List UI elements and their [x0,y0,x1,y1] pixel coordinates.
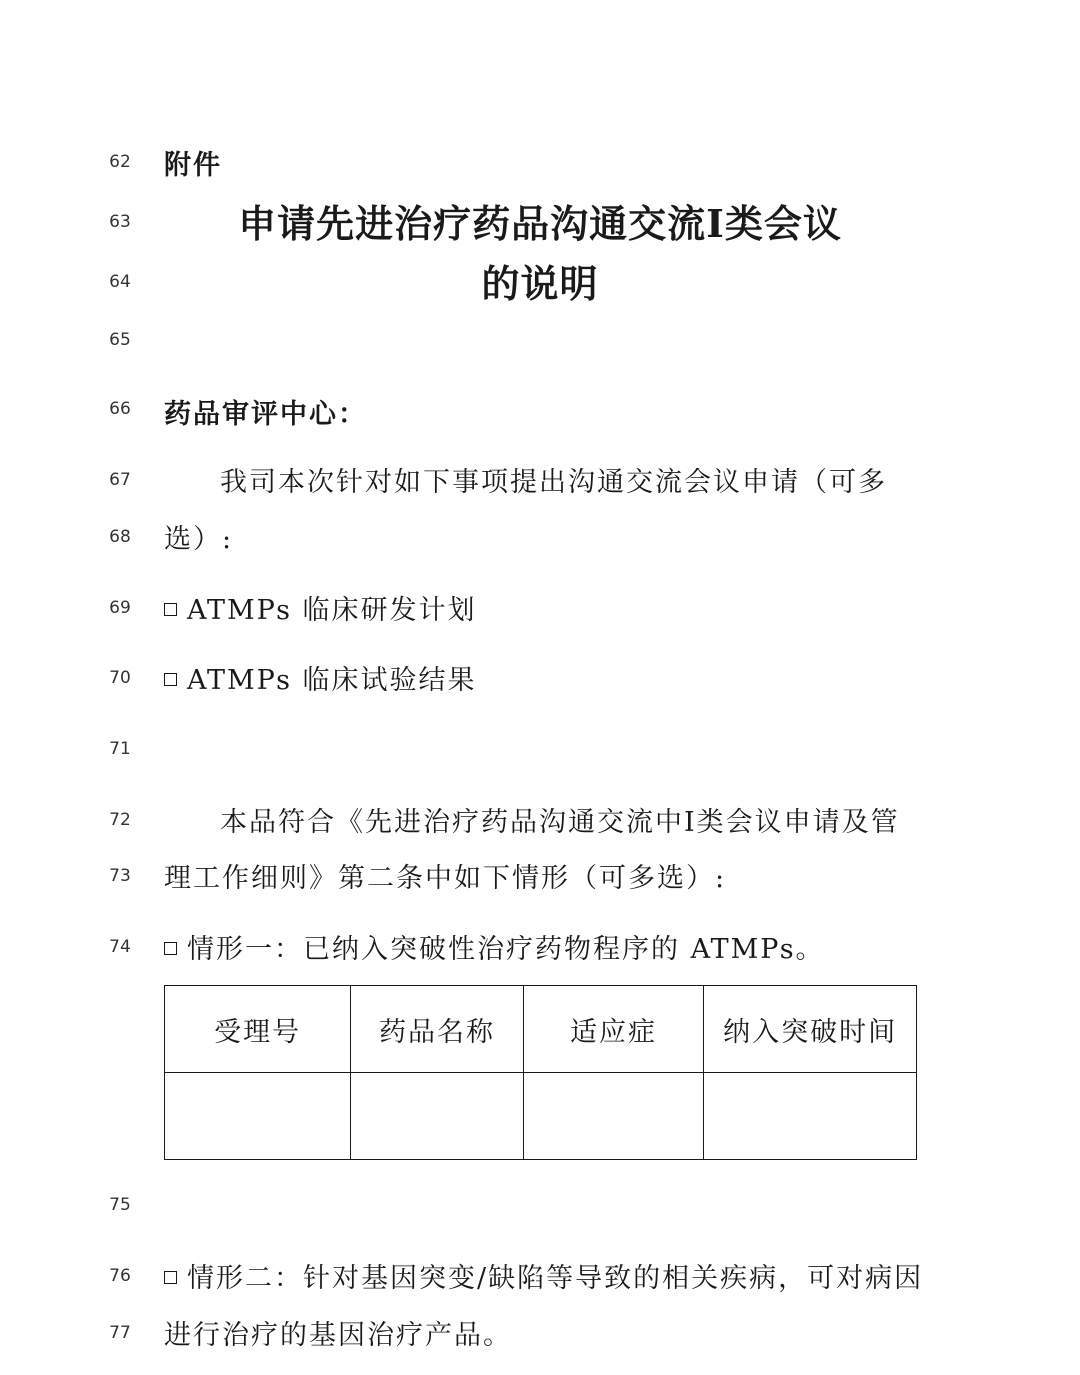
checkbox-icon[interactable] [164,603,177,616]
addressee: 药品审评中心： [164,399,367,430]
line-number: 72 [109,810,131,830]
checkbox-icon[interactable] [164,673,177,686]
paragraph-line: 我司本次针对如下事项提出沟通交流会议申请（可多 [220,467,887,498]
table-cell[interactable] [523,1073,703,1160]
paragraph-line: 理工作细则》第二条中如下情形（可多选）: [164,863,727,894]
table-cell[interactable] [165,1073,351,1160]
line-number: 62 [109,152,131,172]
checkbox-icon[interactable] [164,942,177,955]
line-number: 67 [109,470,131,490]
line-number: 68 [109,527,131,547]
document-title-line1: 申请先进治疗药品沟通交流Ⅰ类会议 [238,201,842,246]
option-clinical-plan[interactable] [164,588,477,627]
line-number: 70 [109,668,131,688]
line-number: 74 [109,937,131,957]
breakthrough-table [164,985,917,1160]
table-header-cell: 纳入突破时间 [704,986,917,1073]
option-label: 情形一：已纳入突破性治疗药物程序的 ATMPs。 [187,934,825,965]
line-number: 69 [109,598,131,618]
option-label: ATMPs 临床试验结果 [187,665,477,696]
line-number: 71 [109,739,131,759]
line-number: 75 [109,1195,131,1215]
paragraph-line: 进行治疗的基因治疗产品。 [164,1320,512,1351]
option-case-two[interactable] [164,1256,923,1295]
line-number: 64 [109,272,131,292]
checkbox-icon[interactable] [164,1271,177,1284]
table-header-cell: 药品名称 [351,986,524,1073]
attachment-label: 附件 [164,150,222,181]
line-number: 63 [109,212,131,232]
line-number: 77 [109,1323,131,1343]
option-label: 情形二：针对基因突变/缺陷等导致的相关疾病，可对病因 [187,1263,924,1294]
table-header-row [165,986,917,1073]
line-number: 76 [109,1266,131,1286]
table-cell[interactable] [704,1073,917,1160]
line-number: 66 [109,399,131,419]
option-clinical-results[interactable] [164,658,477,697]
table-header-cell: 受理号 [165,986,351,1073]
option-label: ATMPs 临床研发计划 [187,595,477,626]
line-number: 73 [109,866,131,886]
paragraph-line: 本品符合《先进治疗药品沟通交流中Ⅰ类会议申请及管 [220,807,900,838]
table-row [165,1073,917,1160]
paragraph-line: 选）: [164,524,234,555]
table-cell[interactable] [351,1073,524,1160]
document-title-line2: 的说明 [481,261,599,306]
line-number: 65 [109,330,131,350]
table-header-cell: 适应症 [523,986,703,1073]
option-case-one[interactable] [164,927,825,966]
